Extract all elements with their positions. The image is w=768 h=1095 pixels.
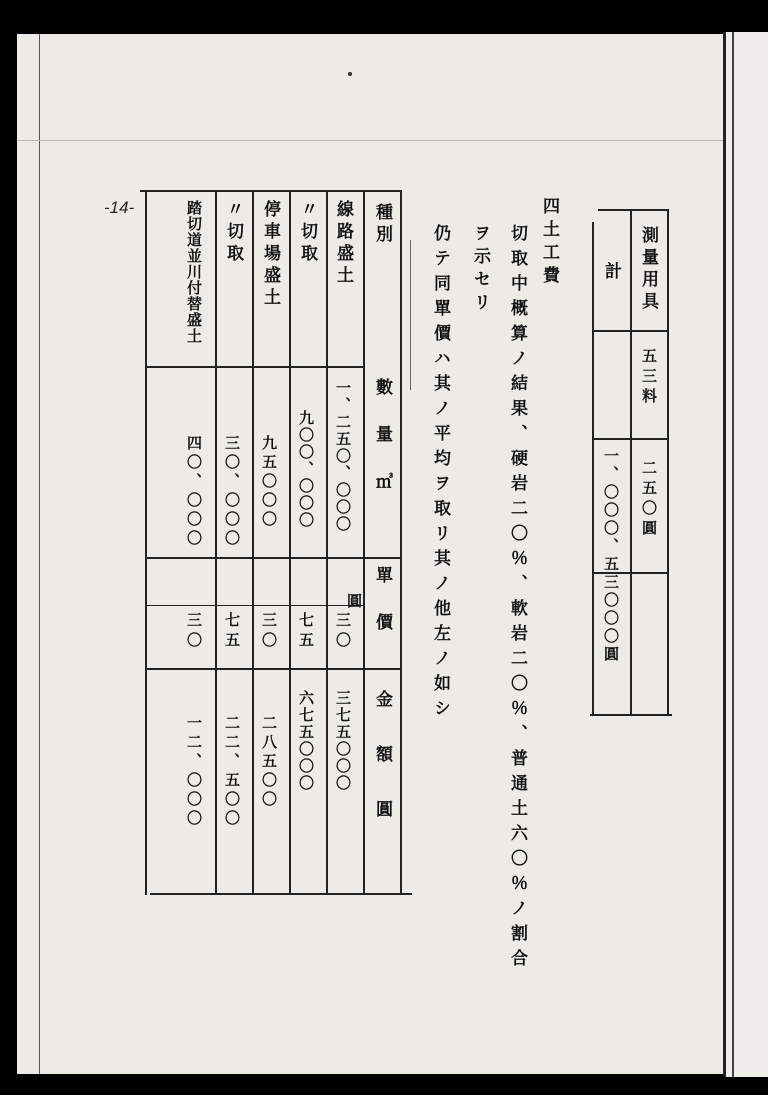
row-total: 二八五〇〇 bbox=[260, 715, 278, 810]
tools-item-label: 測量用具 bbox=[638, 226, 658, 314]
adjacent-page-edge bbox=[723, 32, 768, 1077]
row-quantity: 一、二五〇、〇〇〇 bbox=[334, 380, 352, 533]
row-kind: 線路盛土 bbox=[333, 200, 353, 288]
tools-total-amount: 一、〇〇〇、五三〇〇〇圓 bbox=[602, 448, 620, 664]
row-unit-price: 三〇 bbox=[334, 612, 352, 652]
header-kind: 種別 bbox=[372, 203, 392, 247]
row-total: 三七五〇〇〇 bbox=[334, 690, 352, 792]
paragraph-2: 仍テ同單價ハ其ノ平均ヲ取リ其ノ他左ノ如シ bbox=[430, 224, 450, 724]
row-total: 一二、〇〇〇 bbox=[185, 715, 203, 829]
row-quantity: 九五〇〇〇 bbox=[260, 435, 278, 530]
row-unit-price: 三〇 bbox=[185, 612, 203, 652]
row-total: 六七五〇〇〇 bbox=[297, 690, 315, 792]
row-quantity: 九〇〇、〇〇〇 bbox=[297, 410, 315, 529]
paragraph-1: 切取中概算ノ結果、硬岩二〇％、軟岩二〇％、普通土六〇％ノ割合 bbox=[507, 224, 527, 974]
header-quantity: 數量㎥ bbox=[372, 378, 392, 519]
row-quantity: 三〇、〇〇〇 bbox=[223, 435, 241, 549]
row-kind: 踏切道並川付替盛土 bbox=[185, 200, 203, 344]
tools-amount-cell: 二五〇圓 bbox=[640, 460, 658, 540]
paragraph-1-continuation: ヲ示セリ bbox=[470, 224, 490, 316]
row-kind: 停車場盛土 bbox=[260, 200, 280, 310]
section-title: 四土工費 bbox=[539, 197, 559, 289]
row-kind: 〃切取 bbox=[223, 200, 243, 266]
row-unit-price: 七五 bbox=[297, 612, 315, 652]
page-fold-line bbox=[17, 140, 723, 141]
ink-speck bbox=[348, 72, 352, 76]
header-unit-price-unit: 圓 bbox=[345, 593, 363, 613]
row-unit-price: 三〇 bbox=[260, 612, 278, 652]
row-total: 二二、五〇〇 bbox=[223, 715, 241, 829]
page-binding-edge bbox=[17, 34, 40, 1074]
header-unit-price: 單價 bbox=[372, 566, 392, 660]
tools-qty-cell: 五三料 bbox=[640, 348, 658, 408]
tools-total-label: 計 bbox=[601, 262, 621, 284]
row-kind: 〃切取 bbox=[297, 200, 317, 266]
row-quantity: 四〇、〇〇〇 bbox=[185, 435, 203, 549]
row-unit-price: 七五 bbox=[223, 612, 241, 652]
header-total: 金額圓 bbox=[372, 690, 392, 855]
page-number: -14- bbox=[104, 198, 135, 217]
